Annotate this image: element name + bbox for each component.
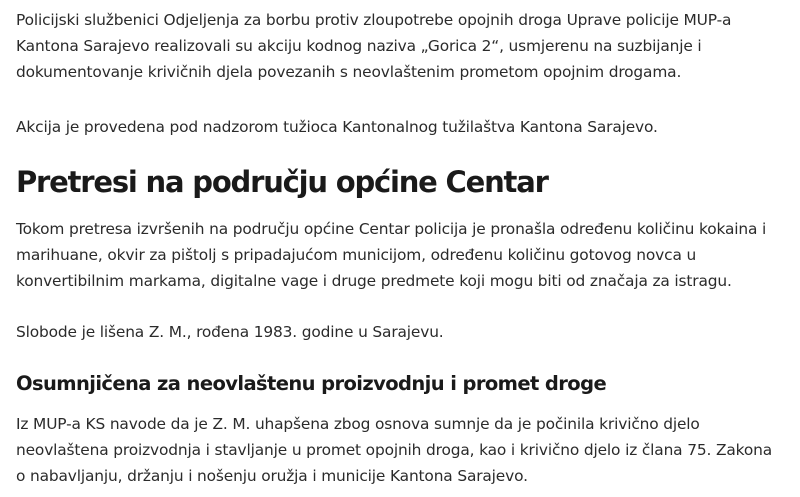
article-paragraph-findings: Tokom pretresa izvršenih na području općine Centar policija je pronašla određenu količinu kokaina i marihuane, okvir za pištolj s pripadajućom municijom, određenu količinu gotovog novca u konvertibilnim markama, digitalne vage i druge predmete koji mogu biti od značaja za istragu. — [16, 220, 767, 290]
article-paragraph-arrest: Slobode je lišena Z. M., rođena 1983. godine u Sarajevu. — [16, 323, 444, 341]
article-paragraph-charges: Iz MUP-a KS navode da je Z. M. uhapšena zbog osnova sumnje da je počinila krivično djelo neovlaštena proizvodnja i stavljanje u promet opojnih droga, kao i krivično djelo iz člana 75. Zakona o nabavljanju, držanju i nošenju oružja i municije Kantona Sarajevo. — [16, 415, 773, 485]
article-paragraph-intro: Policijski službenici Odjeljenja za borbu protiv zloupotrebe opojnih droga Uprave policije MUP-a Kantona Sarajevo realizovali su akciju kodnog naziva „Gorica 2“, usmjerenu na suzbijanje i dokumentovanje krivičnih djela povezanih s neovlaštenim prometom opojnim drogama. — [16, 11, 732, 81]
section-heading-suspect: Osumnjičena za neovlaštenu proizvodnju i promet droge — [16, 372, 607, 395]
section-heading-searches: Pretresi na području općine Centar — [16, 165, 548, 199]
article-paragraph-supervision: Akcija je provedena pod nadzorom tužioca Kantonalnog tužilaštva Kantona Sarajevo. — [16, 118, 658, 136]
